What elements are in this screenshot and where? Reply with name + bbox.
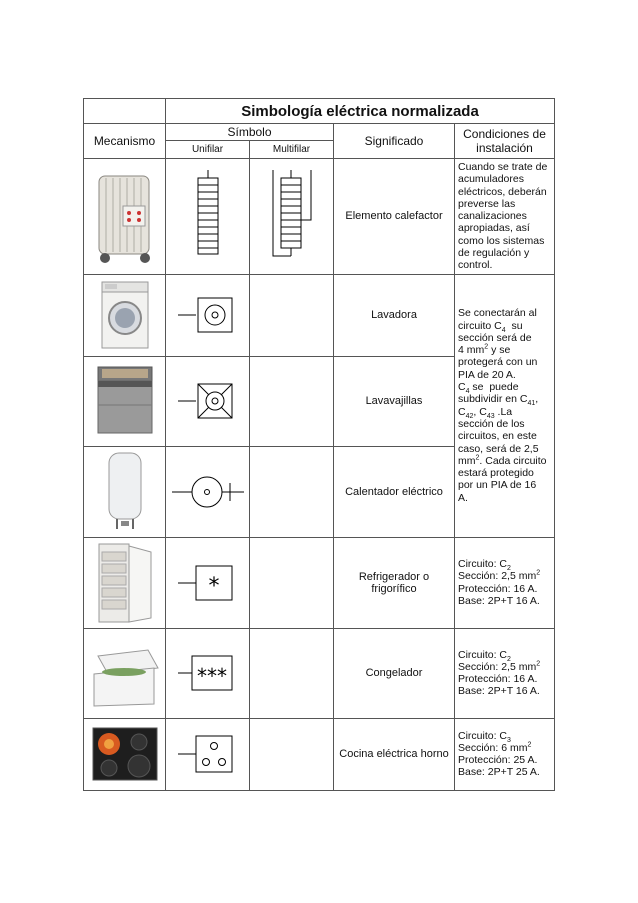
meaning-cell: Elemento calefactor [334, 159, 455, 275]
meaning-cell: Congelador [334, 628, 455, 718]
meaning-cell: Calentador eléctrico [334, 446, 455, 537]
washer-symbol-unifilar [166, 274, 250, 356]
radiator-image [84, 159, 166, 275]
meaning-cell: Lavavajillas [334, 356, 455, 446]
chest-freezer-image [84, 628, 166, 718]
conditions-cell: Circuito: $C_2$ Sección: 2,5 $mm^2$ Protección: 16 A. Base: 2P+T 16 A. [455, 628, 555, 718]
symbol-table [83, 98, 555, 791]
meaning-cell: Refrigerador o frigorífico [334, 537, 455, 628]
meaning-cell: Lavadora [334, 274, 455, 356]
upright-freezer-image [84, 537, 166, 628]
header-simbolo: Símbolo [166, 124, 334, 141]
conditions-cell: Circuito: $C_2$ Sección: 2,5 $mm^2$ Protección: 16 A. Base: 2P+T 16 A. [455, 537, 555, 628]
conditions-cell: Circuito: $C_3$ Sección: 6 $mm^2$ Protección: 25 A. Base: 2P+T 25 A. [455, 718, 555, 790]
water-heater-symbol-unifilar [166, 446, 250, 537]
header-significado: Significado [334, 124, 455, 159]
table-title: Simbología eléctrica normalizada [166, 99, 555, 124]
conditions-cell: Cuando se trate de acumuladores eléctricos, deberán preverse las canalizaciones apropiadas, así como los sistemas de regulación y control. [455, 159, 555, 275]
cooktop-image [84, 718, 166, 790]
washing-machine-image [84, 274, 166, 356]
header-unifilar: Unifilar [166, 141, 250, 159]
header-mecanismo: Mecanismo [84, 124, 166, 159]
freezer-symbol-unifilar [166, 628, 250, 718]
cooktop-symbol-unifilar [166, 718, 250, 790]
header-condiciones: Condiciones de instalación [455, 124, 555, 159]
dishwasher-image [84, 356, 166, 446]
star-symbol: * [208, 573, 219, 599]
triple-star-symbol: *** [196, 664, 227, 689]
header-multifilar: Multifilar [250, 141, 334, 159]
heater-symbol-multifilar [250, 159, 334, 275]
dishwasher-symbol-unifilar [166, 356, 250, 446]
water-heater-image [84, 446, 166, 537]
meaning-cell: Cocina eléctrica horno [334, 718, 455, 790]
fridge-symbol-unifilar [166, 537, 250, 628]
merged-conditions-cell: Se conectarán al circuito $C_4$ su sección será de 4 $mm^2$ y se protegerá con un PIA de 20 A. $C_4$ se puede subdividir en $C_{41}$, $C_{42}$, $C_{43}$ .La sección de los circuitos, en este caso, será de 2,5 $mm^2$. Cada circuito estará protegido por un PIA de 16 A. [455, 274, 555, 537]
heater-symbol-unifilar [166, 159, 250, 275]
